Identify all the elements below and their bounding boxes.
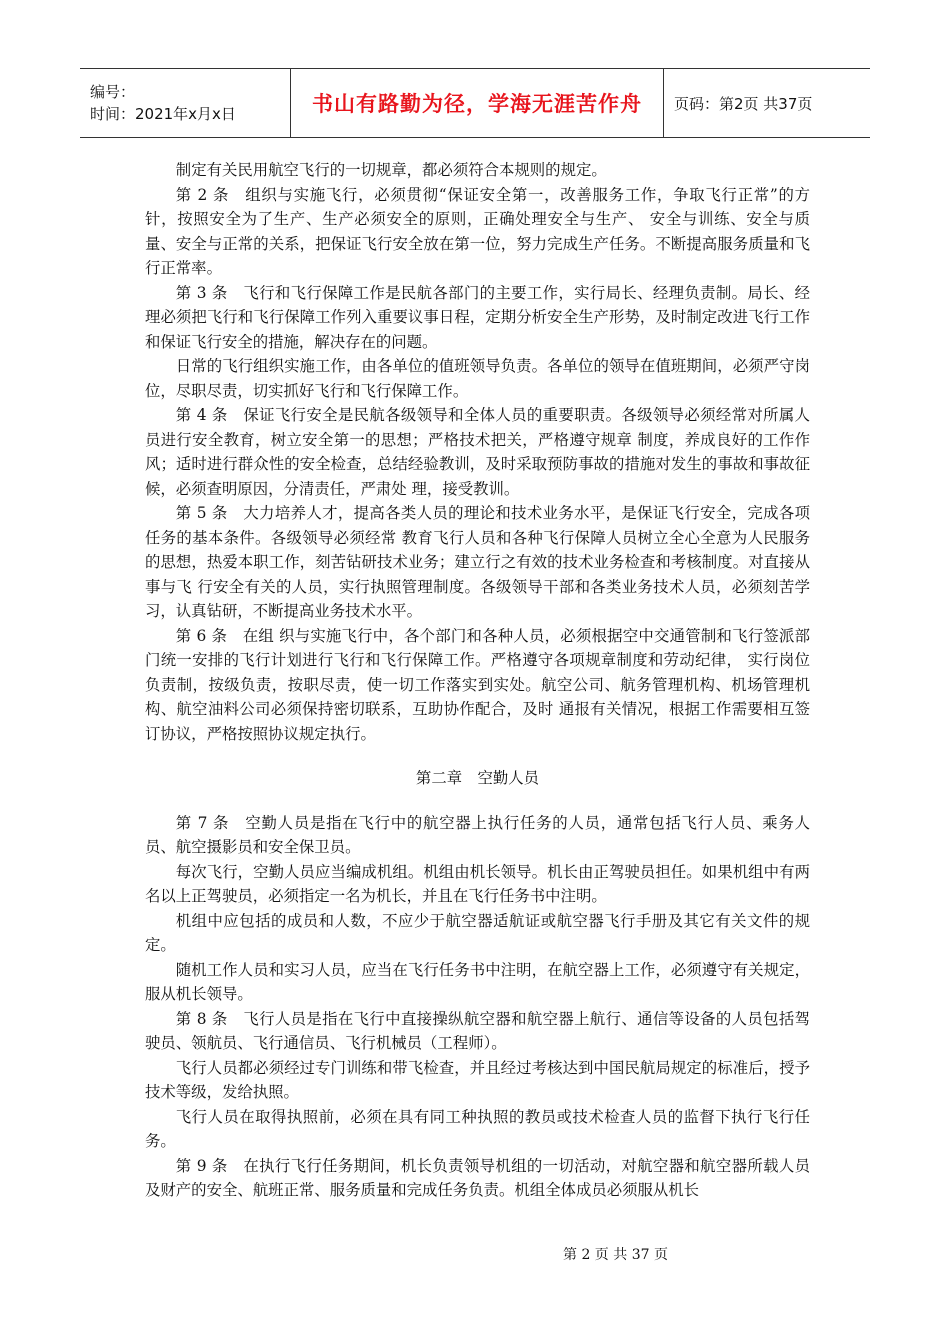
paragraph: 第 5 条 大力培养人才，提高各类人员的理论和技术业务水平，是保证飞行安全，完成各项任务的基本条件。各级领导必须经常 教育飞行人员和各种飞行保障人员树立全心全意为人民服务的思想，热爱本职工作，刻苦钻研技术业务；建立行之有效的技术业务检查和考核制度。对直接从事与飞 行安全有关的人员，实行执照管理制度。各级领导干部和各类业务技术人员，必须刻苦学习，认真钻研，不断提高业务技术水平。 xyxy=(145,504,810,620)
paragraph: 随机工作人员和实习人员，应当在飞行任务书中注明，在航空器上工作，必须遵守有关规定，服从机长领导。 xyxy=(145,960,810,1003)
paragraph: 第 2 条 组织与实施飞行，必须贯彻“保证安全第一，改善服务工作，争取飞行正常”的方针，按照安全为了生产、生产必须安全的原则，正确处理安全与生产、 安全与训练、安全与质量、安全与正常的关系，把保证飞行安全放在第一位，努力完成生产任务。不断提高服务质量和飞行正常率。 xyxy=(145,185,810,277)
header-meta xyxy=(80,69,291,137)
paragraph: 飞行人员都必须经过专门训练和带飞检查，并且经过考核达到中国民航局规定的标准后，授予技术等级，发给执照。 xyxy=(145,1058,810,1101)
paragraph: 第 9 条 在执行飞行任务期间，机长负责领导机组的一切活动，对航空器和航空器所载人员及财产的安全、航班正常、服务质量和完成任务负责。机组全体成员必须服从机长 xyxy=(145,1156,810,1199)
chapter-title: 第二章 空勤人员 xyxy=(415,769,540,787)
header-motto-cell xyxy=(291,69,664,137)
document-number-label: 编号： xyxy=(90,83,136,101)
header-page-cell xyxy=(664,69,870,137)
paragraph: 日常的飞行组织实施工作，由各单位的值班领导负责。各单位的领导在值班期间，必须严守岗位，尽职尽责，切实抓好飞行和飞行保障工作。 xyxy=(145,357,810,400)
paragraph: 每次飞行，空勤人员应当编成机组。机组由机长领导。机长由正驾驶员担任。如果机组中有两名以上正驾驶员，必须指定一名为机长，并且在飞行任务书中注明。 xyxy=(145,862,810,905)
paragraph: 第 3 条 飞行和飞行保障工作是民航各部门的主要工作，实行局长、经理负责制。局长、经理必须把飞行和飞行保障工作列入重要议事日程，定期分析安全生产形势，及时制定改进飞行工作和保证飞行安全的措施，解决存在的问题。 xyxy=(145,283,810,351)
document-body xyxy=(145,158,810,1203)
paragraph: 第 7 条 空勤人员是指在飞行中的航空器上执行任务的人员，通常包括飞行人员、乘务人员、航空摄影员和安全保卫员。 xyxy=(145,813,810,856)
header-motto: 书山有路勤为径，学海无涯苦作舟 xyxy=(312,92,642,116)
page-header xyxy=(80,68,870,138)
header-page-number: 页码：第2页 共37页 xyxy=(674,94,813,113)
paragraph: 飞行人员在取得执照前，必须在具有同工种执照的教员或技术检查人员的监督下执行飞行任务。 xyxy=(145,1107,810,1150)
paragraph: 第 8 条 飞行人员是指在飞行中直接操纵航空器和航空器上航行、通信等设备的人员包括驾驶员、领航员、飞行通信员、飞行机械员（工程师）。 xyxy=(145,1009,810,1052)
document-date: 时间：2021年x月x日 xyxy=(90,105,236,123)
paragraph: 制定有关民用航空飞行的一切规章，都必须符合本规则的规定。 xyxy=(175,161,607,179)
paragraph: 第 4 条 保证飞行安全是民航各级领导和全体人员的重要职责。各级领导必须经常对所属人员进行安全教育，树立安全第一的思想；严格技术把关，严格遵守规章 制度，养成良好的工作作风；适时进行群众性的安全检查，总结经验教训，及时采取预防事故的措施对发生的事故和事故征候，必须查明原因，分清责任，严肃处 理，接受教训。 xyxy=(145,406,810,498)
footer-page-number: 第 2 页 共 37 页 xyxy=(563,1247,668,1263)
paragraph: 第 6 条 在组 织与实施飞行中，各个部门和各种人员，必须根据空中交通管制和飞行签派部门统一安排的飞行计划进行飞行和飞行保障工作。严格遵守各项规章制度和劳动纪律， 实行岗位负责制，按级负责，按职尽责，使一切工作落实到实处。航空公司、航务管理机构、机场管理机构、航空油料公司必须保持密切联系，互助协作配合，及时 通报有关情况，根据工作需要相互签订协议，严格按照协议规定执行。 xyxy=(145,626,810,743)
paragraph: 机组中应包括的成员和人数，不应少于航空器适航证或航空器飞行手册及其它有关文件的规定。 xyxy=(145,911,810,954)
